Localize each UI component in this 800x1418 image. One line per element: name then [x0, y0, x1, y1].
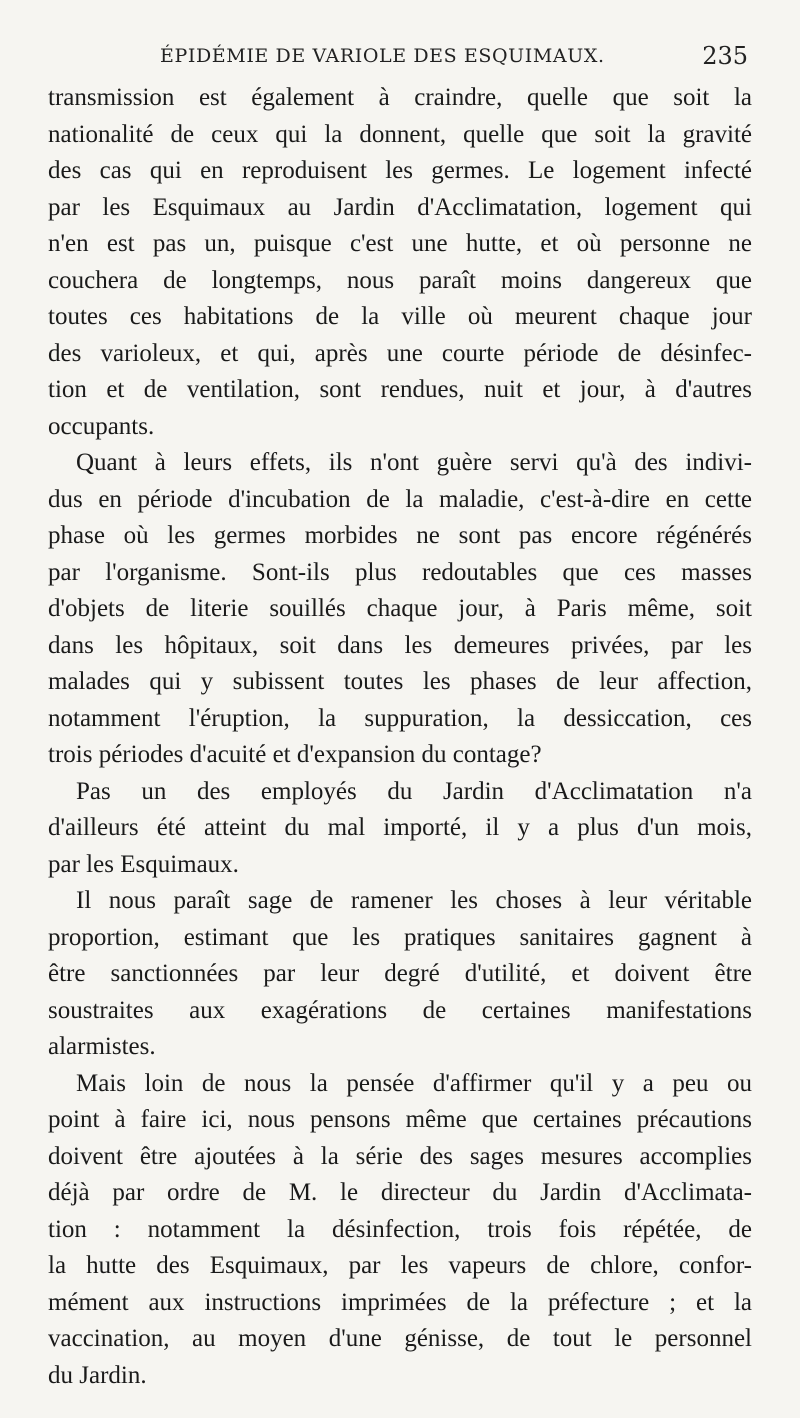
text-line: par les Esquimaux. — [48, 850, 239, 878]
text-line: transmission est également à craindre, quelle que soit la — [48, 84, 752, 111]
text-line: Quant à leurs effets, ils n'ont guère servi qu'à des indivi- — [76, 449, 752, 476]
text-line: trois périodes d'acuité et d'expansion du contage? — [48, 741, 542, 768]
text-line: d'ailleurs été atteint du mal importé, il y a plus d'un mois, — [48, 814, 752, 841]
text-line: Mais loin de nous la pensée d'affirmer qu'il y a peu ou — [76, 1069, 752, 1097]
text-line: malades qui y subissent toutes les phases de leur affection, — [48, 668, 752, 695]
text-line: proportion, estimant que les pratiques sanitaires gagnent à — [48, 923, 752, 951]
text-line: couchera de longtemps, nous paraît moins dangereux que — [48, 266, 752, 294]
text-line: occupants. — [48, 412, 155, 440]
text-line: mément aux instructions imprimées de la préfecture ; et la — [48, 1288, 752, 1316]
paragraph — [48, 883, 752, 1066]
text-line: Il nous paraît sage de ramener les choses à leur véritable — [76, 887, 752, 914]
text-line: n'en est pas un, puisque c'est une hutte, et où personne ne — [48, 230, 752, 257]
text-line: tion : notamment la désinfection, trois fois répétée, de — [48, 1215, 752, 1243]
page-header — [48, 38, 750, 78]
text-line: vaccination, au moyen d'une génisse, de tout le personnel — [48, 1325, 752, 1352]
text-line: dans les hôpitaux, soit dans les demeures privées, par les — [48, 631, 752, 659]
body-text — [48, 80, 752, 1394]
running-title: ÉPIDÉMIE DE VARIOLE DES ESQUIMAUX. — [160, 45, 605, 67]
text-line: des varioleux, et qui, après une courte période de désinfec- — [48, 339, 752, 367]
text-line: soustraites aux exagérations de certaines manifestations — [48, 996, 752, 1024]
text-line: du Jardin. — [48, 1361, 147, 1389]
text-line: alarmistes. — [48, 1033, 156, 1060]
paragraph — [48, 774, 752, 884]
text-line: notamment l'éruption, la suppuration, la dessiccation, ces — [48, 704, 752, 732]
text-line: tion et de ventilation, sont rendues, nuit et jour, à d'autres — [48, 376, 752, 403]
text-line: phase où les germes morbides ne sont pas encore régénérés — [48, 522, 752, 549]
text-line: être sanctionnées par leur degré d'utilité, et doivent être — [48, 960, 752, 987]
text-line: Pas un des employés du Jardin d'Acclimatation n'a — [76, 777, 752, 805]
page-number: 235 — [702, 42, 748, 70]
text-line: point à faire ici, nous pensons même que certaines précautions — [48, 1106, 752, 1133]
text-line: nationalité de ceux qui la donnent, quelle que soit la gravité — [48, 120, 752, 148]
paragraph — [48, 80, 752, 445]
text-line: déjà par ordre de M. le directeur du Jardin d'Acclimata- — [48, 1179, 752, 1206]
text-line: par l'organisme. Sont-ils plus redoutables que ces masses — [48, 558, 752, 586]
text-line: la hutte des Esquimaux, par les vapeurs de chlore, confor- — [48, 1252, 752, 1279]
text-line: dus en période d'incubation de la maladie, c'est-à-dire en cette — [48, 485, 752, 513]
paragraph — [48, 1066, 752, 1395]
text-line: des cas qui en reproduisent les germes. Le logement infecté — [48, 157, 752, 184]
text-line: toutes ces habitations de la ville où meurent chaque jour — [48, 303, 752, 330]
text-line: par les Esquimaux au Jardin d'Acclimatation, logement qui — [48, 193, 752, 221]
text-line: d'objets de literie souillés chaque jour, à Paris même, soit — [48, 595, 752, 622]
paragraph — [48, 445, 752, 774]
text-line: doivent être ajoutées à la série des sages mesures accomplies — [48, 1142, 752, 1170]
